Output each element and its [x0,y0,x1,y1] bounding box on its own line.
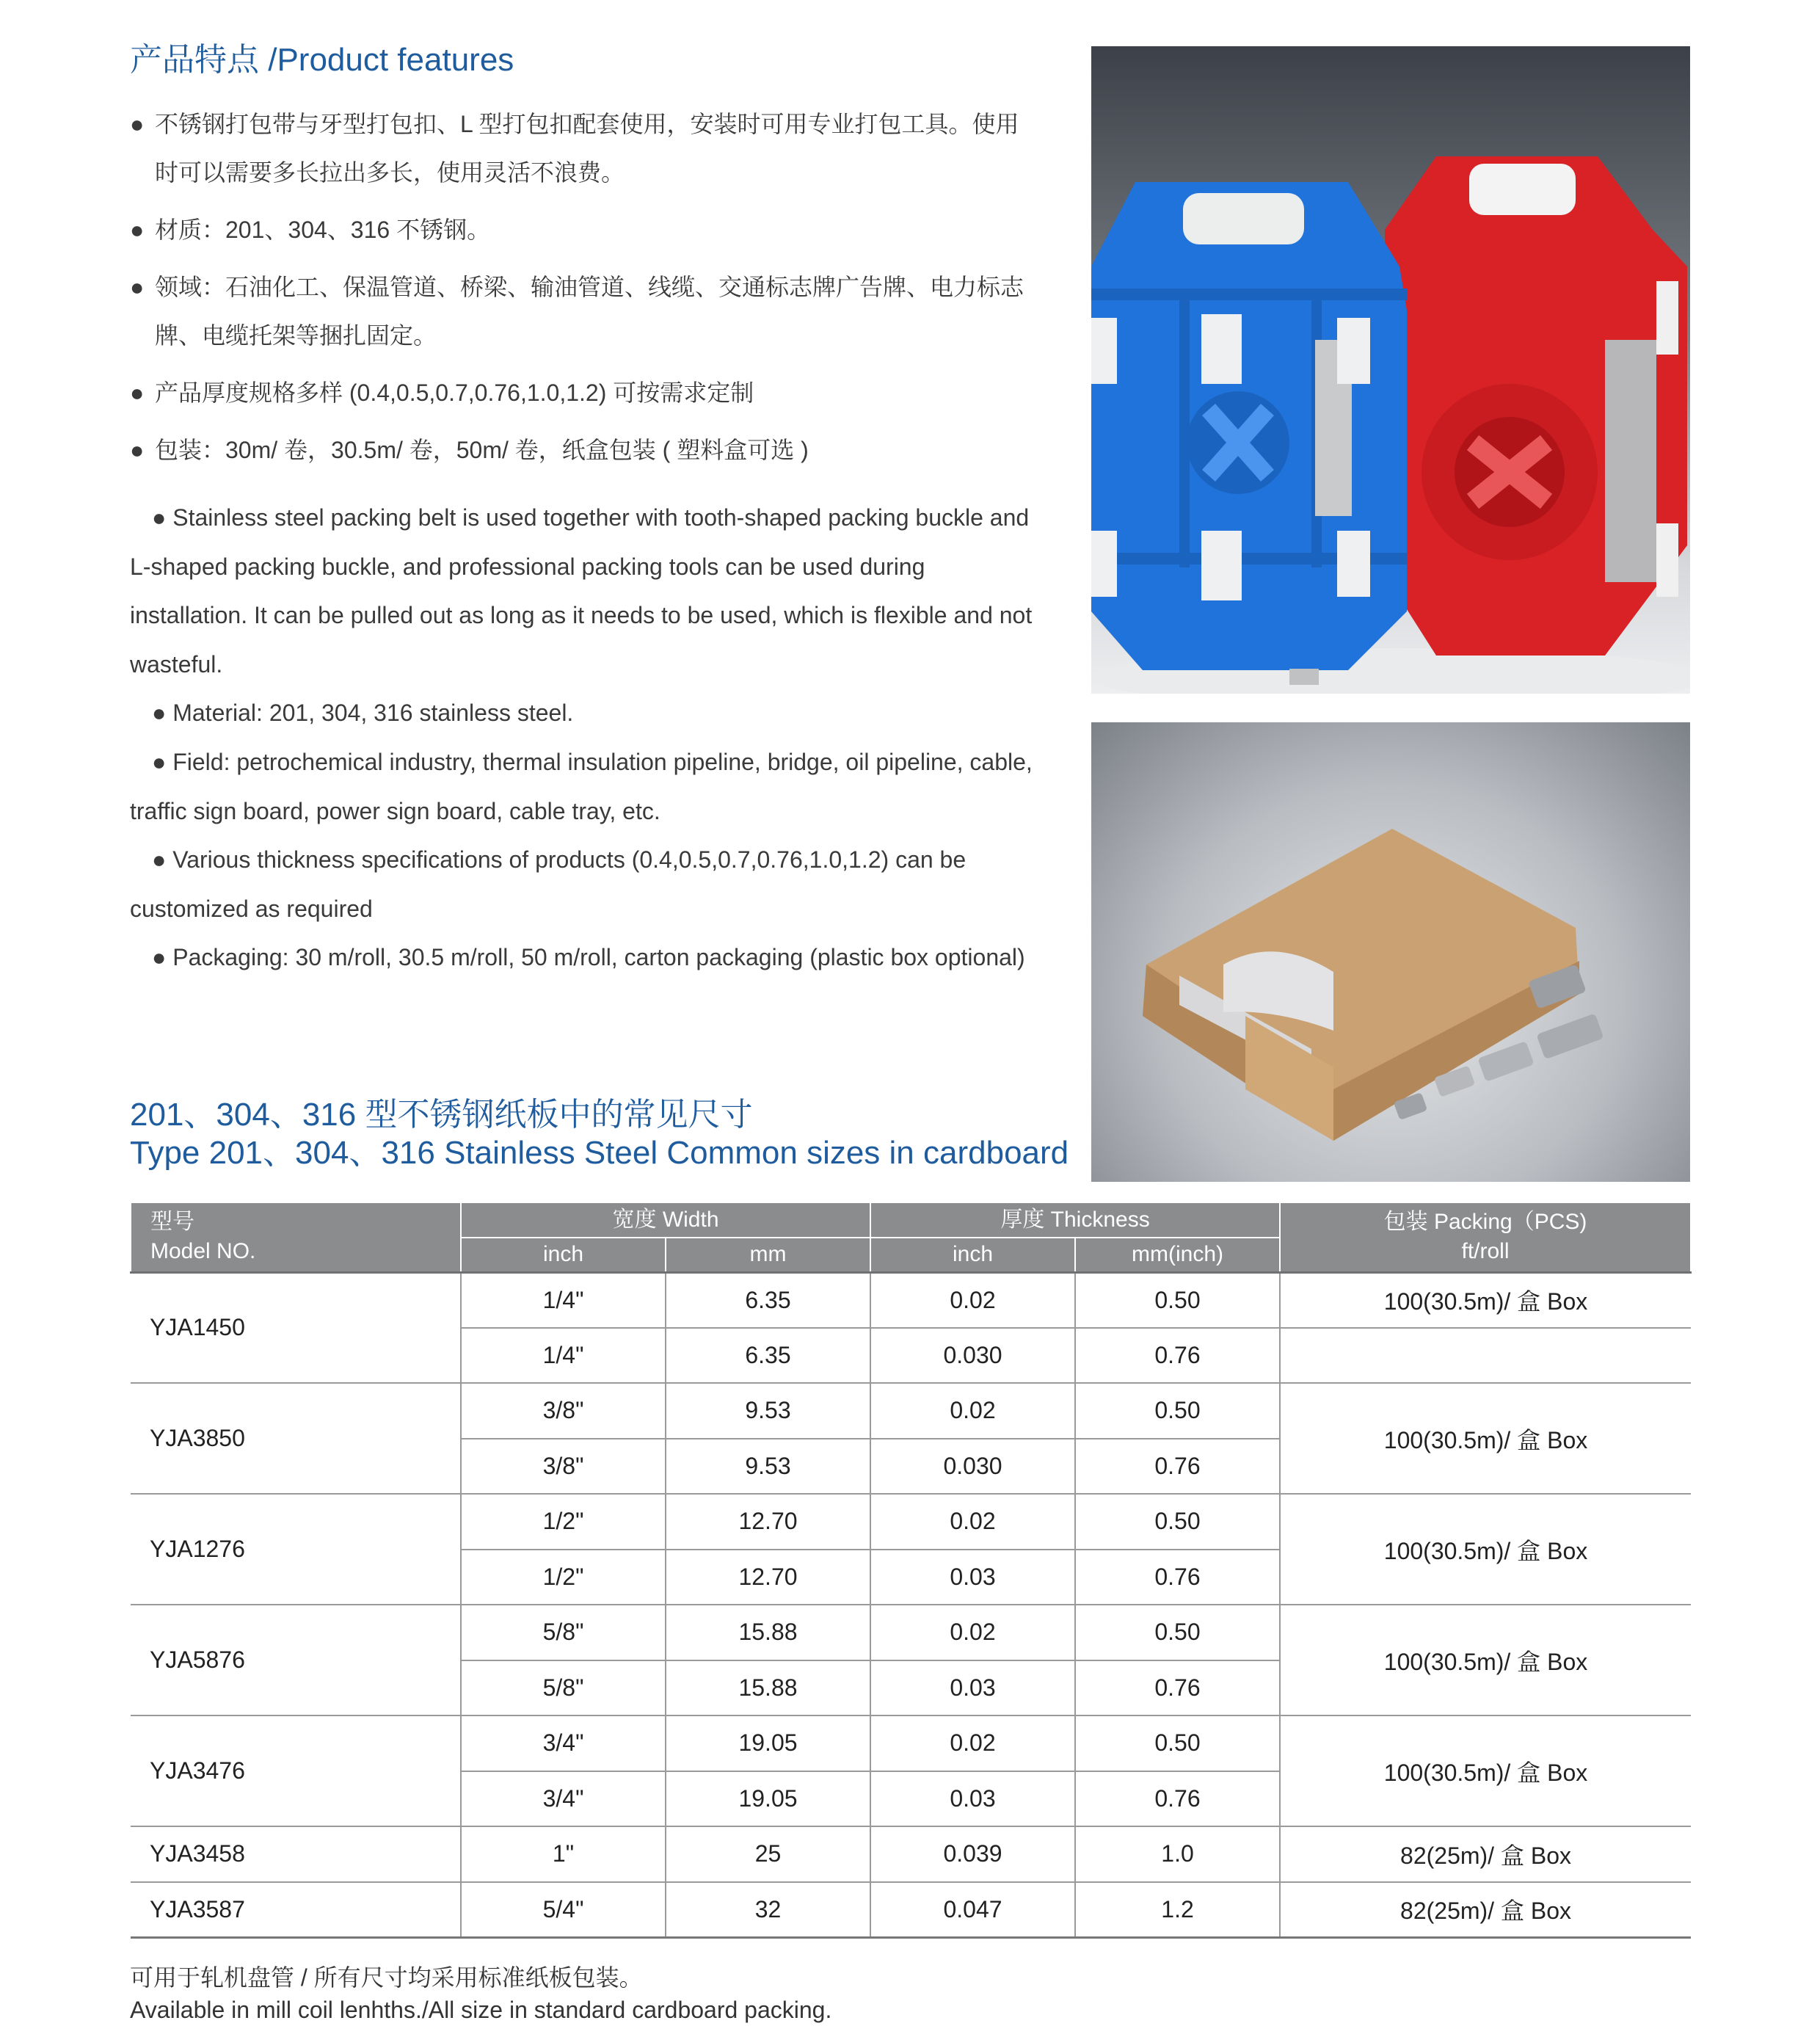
header-thickness-inch: inch [870,1238,1075,1272]
cell-t-inch: 0.03 [870,1771,1075,1827]
table-row [131,1605,1691,1660]
features-cn-list [130,100,1025,483]
feature-cn-text: 包装：30m/ 卷，30.5m/ 卷，50m/ 卷，纸盒包装 ( 塑料盒可选 ) [155,437,809,463]
cell-w-mm: 9.53 [666,1383,870,1439]
feature-en-item [130,933,1033,982]
cell-w-inch: 1" [461,1826,666,1882]
cell-w-mm: 15.88 [666,1605,870,1660]
footnote-en: Available in mill coil lenhths./All size in standard cardboard packing. [130,1997,832,2023]
cell-t-mm: 0.76 [1075,1771,1280,1827]
carton-box-image [1143,829,1579,1141]
feature-en-item [130,738,1033,835]
bullet-icon: ● [130,437,145,463]
table-row [131,1383,1691,1439]
feature-cn-item [130,426,1025,474]
bullet-icon: ● [130,380,145,406]
section-title: 产品特点 /Product features [130,42,514,78]
feature-cn-item [130,263,1025,360]
header-width: 宽度 Width [461,1203,870,1238]
cell-t-mm: 0.50 [1075,1383,1280,1439]
product-photo-reels [1091,46,1690,694]
feature-en-text: Material: 201, 304, 316 stainless steel. [172,700,574,727]
cell-t-inch: 0.03 [870,1660,1075,1716]
cell-t-inch: 0.047 [870,1882,1075,1938]
cell-t-mm: 0.50 [1075,1272,1280,1328]
cell-w-inch: 1/4" [461,1272,666,1328]
cell-t-mm: 0.50 [1075,1715,1280,1771]
cell-w-mm: 6.35 [666,1328,870,1384]
cell-t-inch: 0.02 [870,1494,1075,1550]
product-photo-carton [1091,722,1690,1182]
cell-t-inch: 0.030 [870,1439,1075,1495]
cell-model: YJA3587 [131,1882,461,1938]
cell-w-inch: 1/2" [461,1550,666,1605]
table-row [131,1882,1691,1938]
cell-w-mm: 12.70 [666,1494,870,1550]
feature-en-item [130,835,1033,933]
cell-t-inch: 0.030 [870,1328,1075,1384]
features-en-list [130,493,1033,982]
cell-t-mm: 1.2 [1075,1882,1280,1938]
cell-w-inch: 3/4" [461,1771,666,1827]
footnote-cn: 可用于轧机盘管 / 所有尺寸均采用标准纸板包装。 [130,1964,643,1991]
cell-packing [1280,1328,1691,1384]
table-row [131,1715,1691,1771]
cell-w-inch: 5/8" [461,1660,666,1716]
feature-en-text: Packaging: 30 m/roll, 30.5 m/roll, 50 m/roll, carton packaging (plastic box optional) [172,944,1025,971]
bullet-icon: ● [152,944,167,971]
feature-cn-item [130,100,1025,197]
bullet-icon: ● [152,700,167,727]
cell-t-mm: 0.76 [1075,1328,1280,1384]
cell-t-inch: 0.039 [870,1826,1075,1882]
bullet-icon: ● [152,748,167,775]
cell-model: YJA1276 [131,1494,461,1605]
cell-w-inch: 3/8" [461,1383,666,1439]
cell-t-mm: 1.0 [1075,1826,1280,1882]
cell-packing: 100(30.5m)/ 盒 Box [1280,1383,1691,1494]
feature-en-text: Field: petrochemical industry, thermal insulation pipeline, bridge, oil pipeline, cable, traffic sign board, power sign board, cable tray, etc. [130,748,1033,824]
cell-t-mm: 0.76 [1075,1439,1280,1495]
cell-t-mm: 0.76 [1075,1660,1280,1716]
feature-en-item [130,689,1033,738]
cell-w-mm: 25 [666,1826,870,1882]
feature-cn-text: 产品厚度规格多样 (0.4,0.5,0.7,0.76,1.0,1.2) 可按需求定制 [155,380,754,406]
feature-cn-text: 不锈钢打包带与牙型打包扣、L 型打包扣配套使用，安装时可用专业打包工具。使用时可以需要多长拉出多长，使用灵活不浪费。 [155,111,1019,186]
cell-packing: 100(30.5m)/ 盒 Box [1280,1715,1691,1826]
header-thickness-mm-inch: mm(inch) [1075,1238,1280,1272]
cell-model: YJA5876 [131,1605,461,1715]
cell-w-mm: 12.70 [666,1550,870,1605]
header-packing: 包装 Packing（PCS) ft/roll [1280,1203,1691,1272]
cell-packing: 82(25m)/ 盒 Box [1280,1826,1691,1882]
cell-w-inch: 5/8" [461,1605,666,1660]
cell-w-mm: 9.53 [666,1439,870,1495]
cell-packing: 82(25m)/ 盒 Box [1280,1882,1691,1938]
cell-w-inch: 1/4" [461,1328,666,1384]
size-spec-table-body [131,1272,1691,1937]
bullet-icon: ● [152,504,167,531]
cell-w-mm: 19.05 [666,1715,870,1771]
cell-model: YJA3850 [131,1383,461,1494]
cell-t-mm: 0.50 [1075,1605,1280,1660]
bullet-icon: ● [152,846,167,874]
table-title-en: Type 201、304、316 Stainless Steel Common sizes in cardboard [130,1135,1069,1171]
cell-t-inch: 0.03 [870,1550,1075,1605]
cell-packing: 100(30.5m)/ 盒 Box [1280,1272,1691,1328]
header-width-inch: inch [461,1238,666,1272]
header-model: 型号 Model NO. [131,1203,461,1272]
feature-cn-text: 领域：石油化工、保温管道、桥梁、输油管道、线缆、交通标志牌广告牌、电力标志牌、电缆托架等捆扎固定。 [155,274,1024,349]
feature-cn-item [130,206,1025,254]
footnote [130,1961,831,2026]
red-reel-image [1385,156,1687,656]
cell-w-mm: 19.05 [666,1771,870,1827]
table-title-cn: 201、304、316 型不锈钢纸板中的常见尺寸 [130,1097,753,1133]
cell-w-mm: 15.88 [666,1660,870,1716]
bullet-icon: ● [130,111,145,137]
cell-w-mm: 32 [666,1882,870,1938]
cell-w-inch: 1/2" [461,1494,666,1550]
feature-cn-text: 材质：201、304、316 不锈钢。 [155,217,491,243]
cell-t-inch: 0.02 [870,1272,1075,1328]
cell-t-inch: 0.02 [870,1715,1075,1771]
feature-en-item [130,493,1033,689]
bullet-icon: ● [130,274,145,300]
feature-en-text: Various thickness specifications of products (0.4,0.5,0.7,0.76,1.0,1.2) can be customized as required [130,846,967,922]
header-thickness: 厚度 Thickness [870,1203,1280,1238]
cell-packing: 100(30.5m)/ 盒 Box [1280,1605,1691,1715]
cell-w-inch: 3/8" [461,1439,666,1495]
header-width-mm: mm [666,1238,870,1272]
table-row [131,1272,1691,1328]
size-spec-table [130,1203,1692,1939]
cell-t-inch: 0.02 [870,1383,1075,1439]
cell-model: YJA1450 [131,1272,461,1383]
cell-t-mm: 0.50 [1075,1494,1280,1550]
table-row [131,1826,1691,1882]
cell-w-inch: 3/4" [461,1715,666,1771]
cell-model: YJA3458 [131,1826,461,1882]
feature-cn-item [130,368,1025,417]
cell-w-inch: 5/4" [461,1882,666,1938]
table-row [131,1494,1691,1550]
bullet-icon: ● [130,217,145,243]
cell-w-mm: 6.35 [666,1272,870,1328]
cell-t-mm: 0.76 [1075,1550,1280,1605]
table-title [130,1096,1069,1172]
cell-model: YJA3476 [131,1715,461,1826]
cell-t-inch: 0.02 [870,1605,1075,1660]
cell-packing: 100(30.5m)/ 盒 Box [1280,1494,1691,1605]
feature-en-text: Stainless steel packing belt is used together with tooth-shaped packing buckle and L-shaped packing buckle, and professional packing tools can be used during installation. It can be pulled out as long as it needs to be used, which is flexible and not wasteful. [130,504,1033,678]
blue-reel-image [1091,182,1407,685]
